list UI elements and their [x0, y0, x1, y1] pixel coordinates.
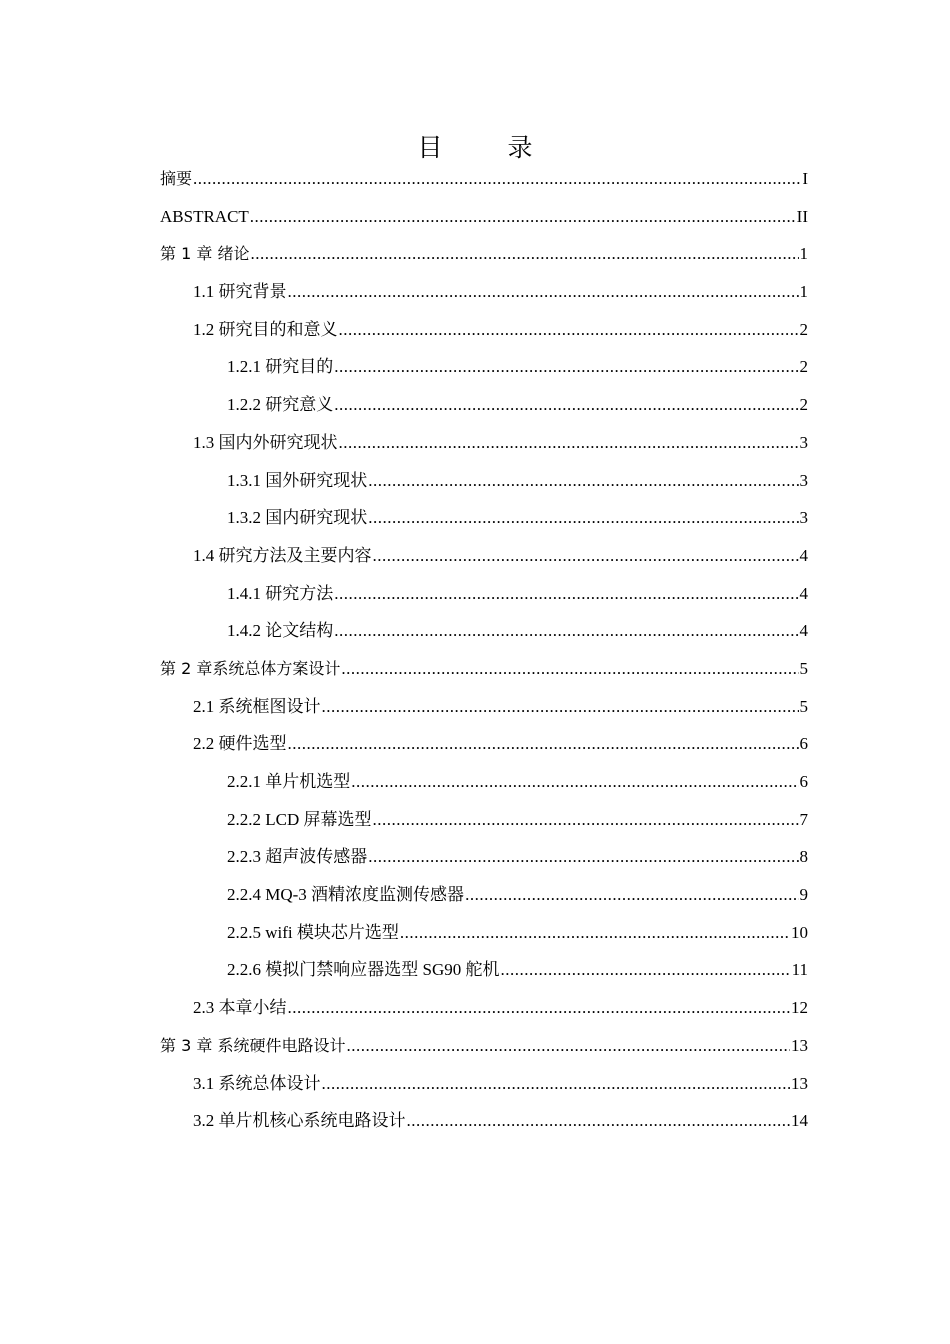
- toc-entry[interactable]: [160, 688, 808, 726]
- toc-entry[interactable]: [160, 1065, 808, 1103]
- toc-dot-leader: [334, 575, 798, 613]
- toc-dot-leader: [346, 1027, 790, 1065]
- toc-entry-title: 1.4.2 论文结构: [227, 621, 334, 641]
- toc-entry-title: 2.1 系统框图设计: [193, 696, 321, 716]
- toc-entry[interactable]: [160, 462, 808, 500]
- toc-entry-page-number: 7: [799, 809, 808, 829]
- table-of-contents: [160, 160, 808, 1140]
- toc-entry-page-number: II: [796, 206, 808, 226]
- toc-entry-title: 2.2.6 模拟门禁响应器选型 SG90 舵机: [227, 960, 500, 980]
- toc-dot-leader: [288, 273, 799, 311]
- toc-entry[interactable]: [160, 989, 808, 1027]
- toc-entry-page-number: 12: [791, 998, 808, 1018]
- toc-entry-page-number: 13: [791, 1035, 808, 1055]
- toc-entry-title: 2.2.1 单片机选型: [227, 772, 351, 791]
- toc-entry-title: 第 3 章 系统硬件电路设计: [160, 1035, 346, 1055]
- toc-entry-page-number: 6: [799, 772, 808, 791]
- toc-entry-page-number: 5: [799, 658, 808, 678]
- toc-entry[interactable]: [160, 198, 808, 236]
- toc-entry-title: 2.2.4 MQ-3 酒精浓度监测传感器: [227, 885, 465, 905]
- toc-dot-leader: [368, 838, 798, 876]
- toc-dot-leader: [465, 876, 798, 914]
- toc-entry-title: 2.3 本章小结: [193, 998, 287, 1018]
- toc-dot-leader: [250, 235, 798, 273]
- toc-dot-leader: [334, 348, 798, 386]
- toc-entry[interactable]: [160, 499, 808, 537]
- toc-entry-page-number: 14: [791, 1111, 808, 1131]
- toc-entry-title: 2.2.5 wifi 模块芯片选型: [227, 922, 399, 942]
- toc-entry-title: ABSTRACT: [160, 206, 249, 226]
- toc-entry[interactable]: [160, 575, 808, 613]
- toc-entry[interactable]: [160, 650, 808, 688]
- toc-entry-page-number: 4: [799, 621, 808, 641]
- toc-dot-leader: [288, 989, 791, 1027]
- toc-entry-title: 2.2.3 超声波传感器: [227, 847, 368, 867]
- toc-entry-title: 2.2 硬件选型: [193, 734, 287, 754]
- toc-entry-page-number: I: [802, 169, 808, 188]
- toc-entry[interactable]: [160, 311, 808, 349]
- toc-entry[interactable]: [160, 951, 808, 989]
- toc-entry-page-number: 3: [799, 470, 808, 490]
- toc-entry-title: 1.3.1 国外研究现状: [227, 470, 368, 490]
- toc-dot-leader: [351, 763, 798, 801]
- toc-entry-title: 3.1 系统总体设计: [193, 1073, 321, 1093]
- toc-entry-title: 1.3.2 国内研究现状: [227, 508, 368, 528]
- toc-dot-leader: [334, 386, 798, 424]
- toc-entry-page-number: 9: [799, 885, 808, 905]
- toc-dot-leader: [341, 650, 798, 688]
- toc-entry-title: 摘要: [160, 169, 193, 188]
- toc-entry[interactable]: [160, 914, 808, 952]
- toc-entry[interactable]: [160, 348, 808, 386]
- toc-entry-page-number: 5: [799, 696, 808, 716]
- toc-dot-leader: [322, 1065, 791, 1103]
- toc-entry[interactable]: [160, 424, 808, 462]
- toc-entry-title: 1.4.1 研究方法: [227, 583, 334, 603]
- toc-entry-title: 第 1 章 绪论: [160, 244, 250, 264]
- toc-dot-leader: [407, 1102, 791, 1140]
- toc-entry-page-number: 2: [799, 357, 808, 377]
- toc-entry-title: 1.2 研究目的和意义: [193, 319, 338, 339]
- toc-entry-page-number: 1: [799, 244, 808, 264]
- toc-entry[interactable]: [160, 1102, 808, 1140]
- toc-dot-leader: [193, 160, 801, 198]
- toc-entry[interactable]: [160, 1027, 808, 1065]
- toc-title: 目 录: [417, 133, 553, 162]
- toc-entry[interactable]: [160, 801, 808, 839]
- toc-entry-page-number: 2: [799, 319, 808, 339]
- toc-entry-page-number: 8: [799, 847, 808, 867]
- toc-entry-page-number: 2: [799, 395, 808, 415]
- toc-dot-leader: [368, 499, 798, 537]
- toc-entry-title: 1.2.1 研究目的: [227, 357, 334, 377]
- toc-entry[interactable]: [160, 160, 808, 198]
- toc-entry-title: 1.4 研究方法及主要内容: [193, 545, 372, 565]
- toc-entry-title: 第 2 章系统总体方案设计: [160, 658, 341, 678]
- toc-entry[interactable]: [160, 273, 808, 311]
- toc-entry-title: 1.2.2 研究意义: [227, 395, 334, 415]
- toc-entry[interactable]: [160, 612, 808, 650]
- toc-dot-leader: [373, 537, 799, 575]
- toc-dot-leader: [339, 424, 799, 462]
- toc-entry[interactable]: [160, 876, 808, 914]
- toc-dot-leader: [250, 198, 796, 236]
- toc-entry[interactable]: [160, 725, 808, 763]
- toc-dot-leader: [322, 688, 799, 726]
- toc-entry-page-number: 4: [799, 545, 808, 565]
- toc-entry-page-number: 11: [791, 960, 808, 980]
- toc-entry-page-number: 6: [799, 734, 808, 754]
- toc-entry-page-number: 4: [799, 583, 808, 603]
- toc-entry-title: 3.2 单片机核心系统电路设计: [193, 1111, 406, 1131]
- toc-dot-leader: [334, 612, 798, 650]
- toc-entry-page-number: 3: [799, 508, 808, 528]
- toc-entry-page-number: 1: [799, 282, 808, 302]
- toc-entry[interactable]: [160, 537, 808, 575]
- toc-entry-title: 2.2.2 LCD 屏幕选型: [227, 809, 372, 829]
- toc-entry-title: 1.1 研究背景: [193, 282, 287, 302]
- toc-dot-leader: [373, 801, 799, 839]
- toc-entry-page-number: 10: [791, 922, 808, 942]
- toc-dot-leader: [500, 951, 790, 989]
- toc-dot-leader: [288, 725, 799, 763]
- toc-dot-leader: [339, 311, 799, 349]
- toc-entry[interactable]: [160, 386, 808, 424]
- toc-entry[interactable]: [160, 763, 808, 801]
- toc-dot-leader: [368, 462, 798, 500]
- toc-dot-leader: [400, 914, 790, 952]
- toc-entry[interactable]: [160, 838, 808, 876]
- toc-entry-page-number: 3: [799, 432, 808, 452]
- toc-entry-title: 1.3 国内外研究现状: [193, 432, 338, 452]
- toc-entry-page-number: 13: [791, 1073, 808, 1093]
- toc-entry[interactable]: [160, 235, 808, 273]
